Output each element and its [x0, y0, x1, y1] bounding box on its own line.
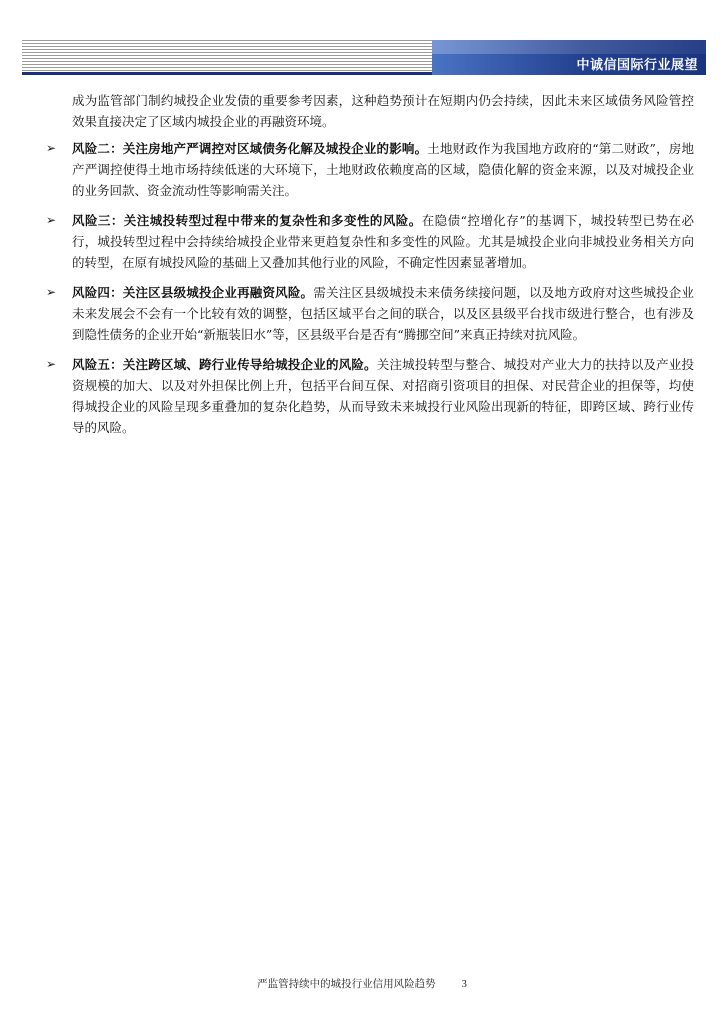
arrowhead-bullet-icon: ➢: [46, 213, 57, 227]
risk-title: 风险三：关注城投转型过程中带来的复杂性和多变性的风险。: [72, 213, 422, 228]
arrowhead-bullet-icon: ➢: [46, 141, 57, 155]
brand-title: 中诚信国际行业展望: [576, 58, 698, 73]
risk-title: 风险二：关注房地产严调控对区域债务化解及城投企业的影响。: [72, 141, 428, 156]
header-accent-strip: [22, 72, 432, 75]
document-body: [44, 90, 694, 447]
footer-title: 严监管持续中的城投行业信用风险趋势: [257, 978, 436, 990]
risk-text: 土地财政作为我国地方政府的“第二财政”，房地产严调控使得土地市场持续低迷的大环境下，土地财政依赖度高的区域，隐债化解的资金来源，以及对城投企业的业务回款、资金流动性等影响需关注。: [72, 141, 694, 198]
risk-item-4: [44, 282, 694, 345]
risk-text: 需关注区县级城投未来债务续接问题，以及地方政府对这些城投企业未来发展会不会有一个比较有效的调整，包括区域平台之间的联合，以及区县级平台找市级进行整合，也有涉及到隐性债务的企业开始“新瓶装旧水”等，区县级平台是否有“腾挪空间”来真正持续对抗风险。: [72, 285, 694, 342]
brand-banner: [432, 40, 706, 75]
brand-banner-sheen: [432, 40, 706, 54]
risk-title: 风险五：关注跨区域、跨行业传导给城投企业的风险。: [72, 357, 377, 372]
risk-text: 在隐债“控增化存”的基调下，城投转型已势在必行，城投转型过程中会持续给城投企业带来更趋复杂性和多变性的风险。尤其是城投企业向非城投业务相关方向的转型，在原有城投风险的基础上又叠加其他行业的风险，不确定性因素显著增加。: [72, 213, 694, 270]
continuation-paragraph: 成为监管部门制约城投企业发债的重要参考因素，这种趋势预计在短期内仍会持续，因此未来区域债务风险管控效果直接决定了区域内城投企业的再融资环境。: [72, 93, 694, 129]
risk-title: 风险四：关注区县级城投企业再融资风险。: [72, 285, 314, 300]
risk-item-2: [44, 138, 694, 201]
arrowhead-bullet-icon: ➢: [46, 285, 57, 299]
risk-text: 关注城投转型与整合、城投对产业大力的扶持以及产业投资规模的加大、以及对外担保比例上升，包括平台间互保、对招商引资项目的担保、对民营企业的担保等，均使得城投企业的风险呈现多重叠加的复杂化趋势，从而导致未来城投行业风险出现新的特征，即跨区域、跨行业传导的风险。: [72, 357, 694, 435]
risk-item-3: [44, 210, 694, 273]
page-number: 3: [461, 979, 467, 990]
page-footer: [0, 976, 724, 991]
risk-item-5: [44, 354, 694, 438]
arrowhead-bullet-icon: ➢: [46, 357, 57, 371]
